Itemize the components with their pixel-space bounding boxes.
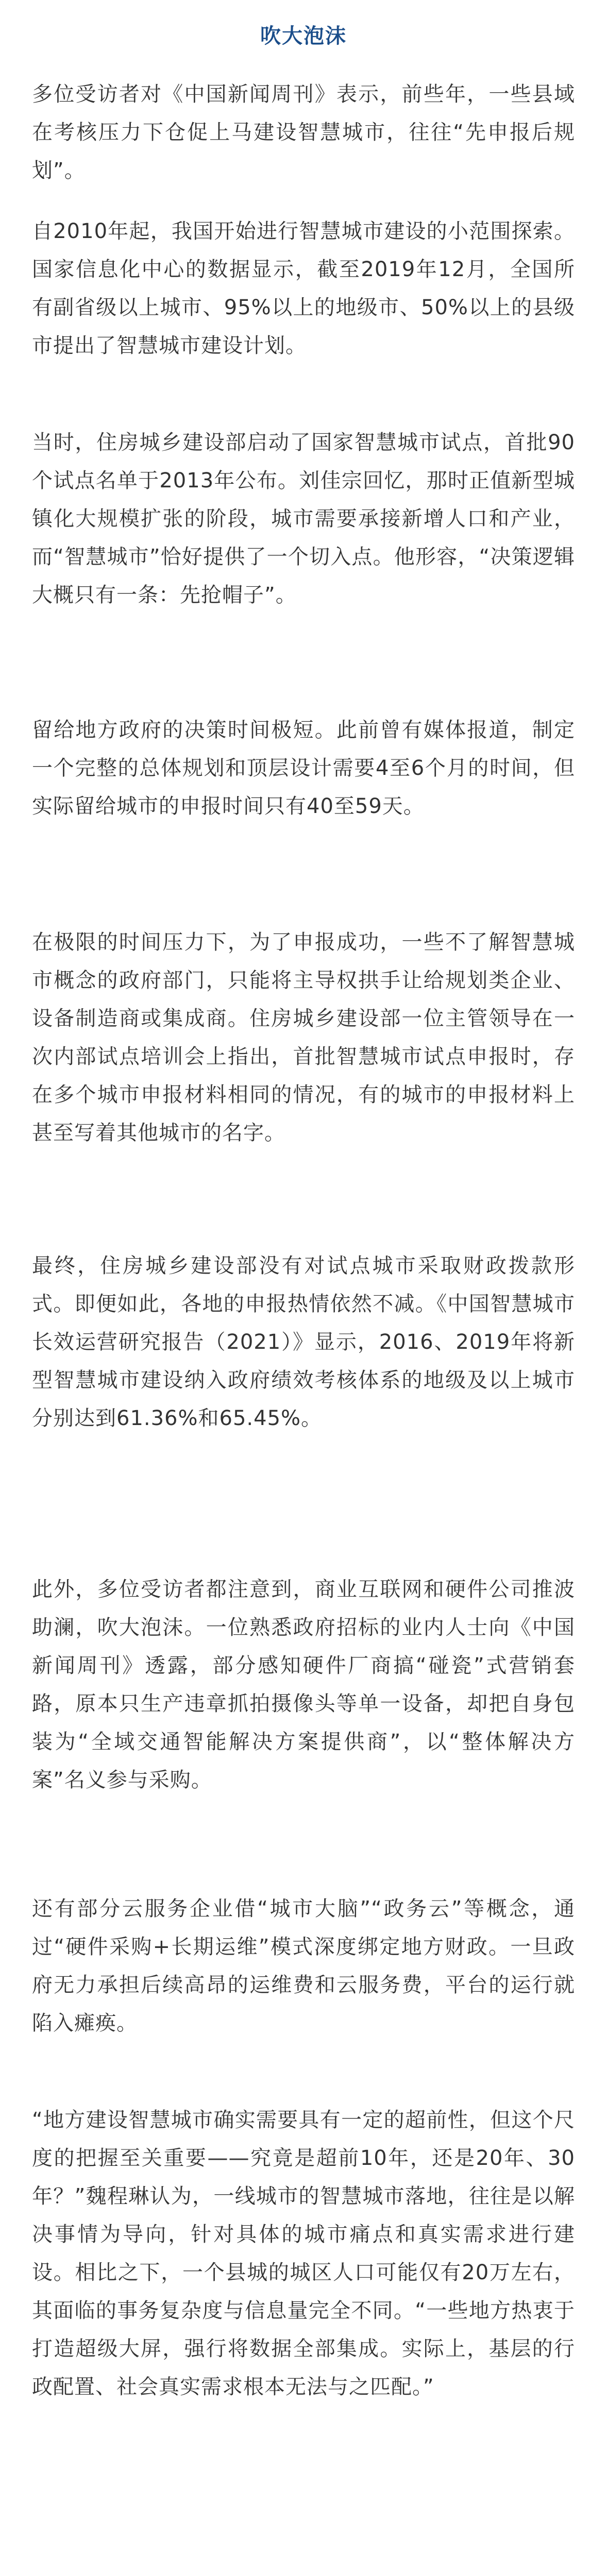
- paragraph-5: 在极限的时间压力下，为了申报成功，一些不了解智慧城市概念的政府部门，只能将主导权拱手让给规划类企业、设备制造商或集成商。住房城乡建设部一位主管领导在一次内部试点培训会上指出，首批智慧城市试点申报时，存在多个城市申报材料相同的情况，有的城市的申报材料上甚至写着其他城市的名字。: [32, 930, 575, 1145]
- paragraph-6: 最终，住房城乡建设部没有对试点城市采取财政拨款形式。即便如此，各地的申报热情依然不减。《中国智慧城市长效运营研究报告（2021）》显示，2016、2019年将新型智慧城市建设纳入政府绩效考核体系的地级及以上城市分别达到61.36%和65.45%。: [32, 1254, 575, 1430]
- paragraph-9: “地方建设智慧城市确实需要具有一定的超前性，但这个尺度的把握至关重要——究竟是超前10年，还是20年、30年？”魏程琳认为，一线城市的智慧城市落地，往往是以解决事情为导向，针对具体的城市痛点和真实需求进行建设。相比之下，一个县城的城区人口可能仅有20万左右，其面临的事务复杂度与信息量完全不同。“一些地方热衷于打造超级大屏，强行将数据全部集成。实际上，基层的行政配置、社会真实需求根本无法与之匹配。”: [32, 2108, 575, 2399]
- paragraph-8: 还有部分云服务企业借“城市大脑”“政务云”等概念，通过“硬件采购+长期运维”模式深度绑定地方财政。一旦政府无力承担后续高昂的运维费和云服务费，平台的运行就陷入瘫痪。: [32, 1897, 575, 2035]
- paragraph-1: 多位受访者对《中国新闻周刊》表示，前些年，一些县域在考核压力下仓促上马建设智慧城市，往往“先申报后规划”。: [32, 82, 575, 182]
- section-title: 吹大泡沫: [260, 24, 347, 48]
- paragraph-3: 当时，住房城乡建设部启动了国家智慧城市试点，首批90个试点名单于2013年公布。刘佳宗回忆，那时正值新型城镇化大规模扩张的阶段，城市需要承接新增人口和产业，而“智慧城市”恰好提供了一个切入点。他形容，“决策逻辑大概只有一条：先抢帽子”。: [32, 431, 575, 607]
- paragraph-2: 自2010年起，我国开始进行智慧城市建设的小范围探索。国家信息化中心的数据显示，截至2019年12月，全国所有副省级以上城市、95%以上的地级市、50%以上的县级市提出了智慧城市建设计划。: [32, 219, 575, 358]
- paragraph-4: 留给地方政府的决策时间极短。此前曾有媒体报道，制定一个完整的总体规划和顶层设计需要4至6个月的时间，但实际留给城市的申报时间只有40至59天。: [32, 718, 575, 818]
- paragraph-7: 此外，多位受访者都注意到，商业互联网和硬件公司推波助澜，吹大泡沫。一位熟悉政府招标的业内人士向《中国新闻周刊》透露，部分感知硬件厂商搞“碰瓷”式营销套路，原本只生产违章抓拍摄像头等单一设备，却把自身包装为“全域交通智能解决方案提供商”，以“整体解决方案”名义参与采购。: [32, 1578, 575, 1792]
